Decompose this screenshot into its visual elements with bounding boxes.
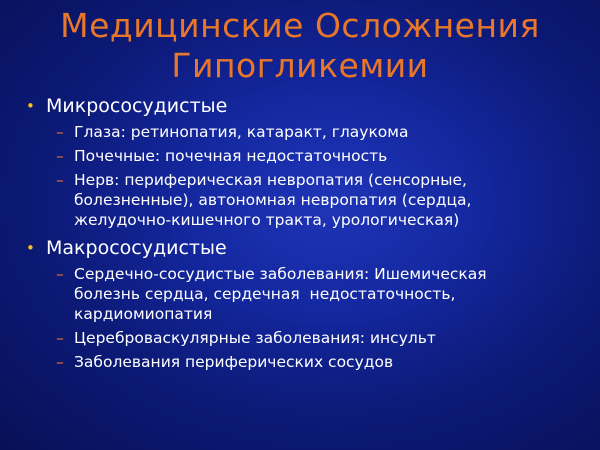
dash-icon: – (56, 265, 64, 283)
list-item-cerebrovascular (26, 328, 586, 348)
list-item-kidney (26, 146, 586, 166)
list-item-eyes (26, 122, 586, 142)
slide-title (0, 6, 600, 86)
dash-icon: – (56, 147, 64, 165)
list-item-line: Глаза: ретинопатия, катаракт, глаукома (74, 123, 409, 141)
list-item-cardiovascular (26, 264, 586, 324)
dash-icon: – (56, 171, 64, 189)
list-item-line: болезненные), автономная невропатия (сердца, (74, 191, 472, 209)
list-item-peripheral-vascular (26, 352, 586, 372)
list-item-line: Нерв: периферическая невропатия (сенсорные, (74, 171, 467, 189)
list-item-line: Сердечно-сосудистые заболевания: Ишемическая (74, 265, 487, 283)
dash-icon: – (56, 329, 64, 347)
title-line-2: Гипогликемии (171, 46, 429, 85)
bullet-icon: • (26, 239, 35, 257)
bullet-icon: • (26, 97, 35, 115)
list-item-line: Цереброваскулярные заболевания: инсульт (74, 329, 436, 347)
list-item-nerve (26, 170, 586, 230)
section-heading-label: Макрососудистые (46, 237, 227, 259)
section-heading-microvascular (26, 94, 586, 118)
dash-icon: – (56, 353, 64, 371)
dash-icon: – (56, 123, 64, 141)
section-heading-label: Микрососудистые (46, 95, 228, 117)
list-item-line: желудочно-кишечного тракта, урологическая) (74, 211, 460, 229)
slide-content (26, 94, 586, 372)
list-item-line: Заболевания периферических сосудов (74, 353, 394, 371)
list-item-line: кардиомиопатия (74, 305, 213, 323)
list-item-line: Почечные: почечная недостаточность (74, 147, 388, 165)
list-item-line: болезнь сердца, сердечная недостаточность, (74, 285, 456, 303)
title-line-1: Медицинские Осложнения (60, 6, 540, 45)
section-heading-macrovascular (26, 236, 586, 260)
